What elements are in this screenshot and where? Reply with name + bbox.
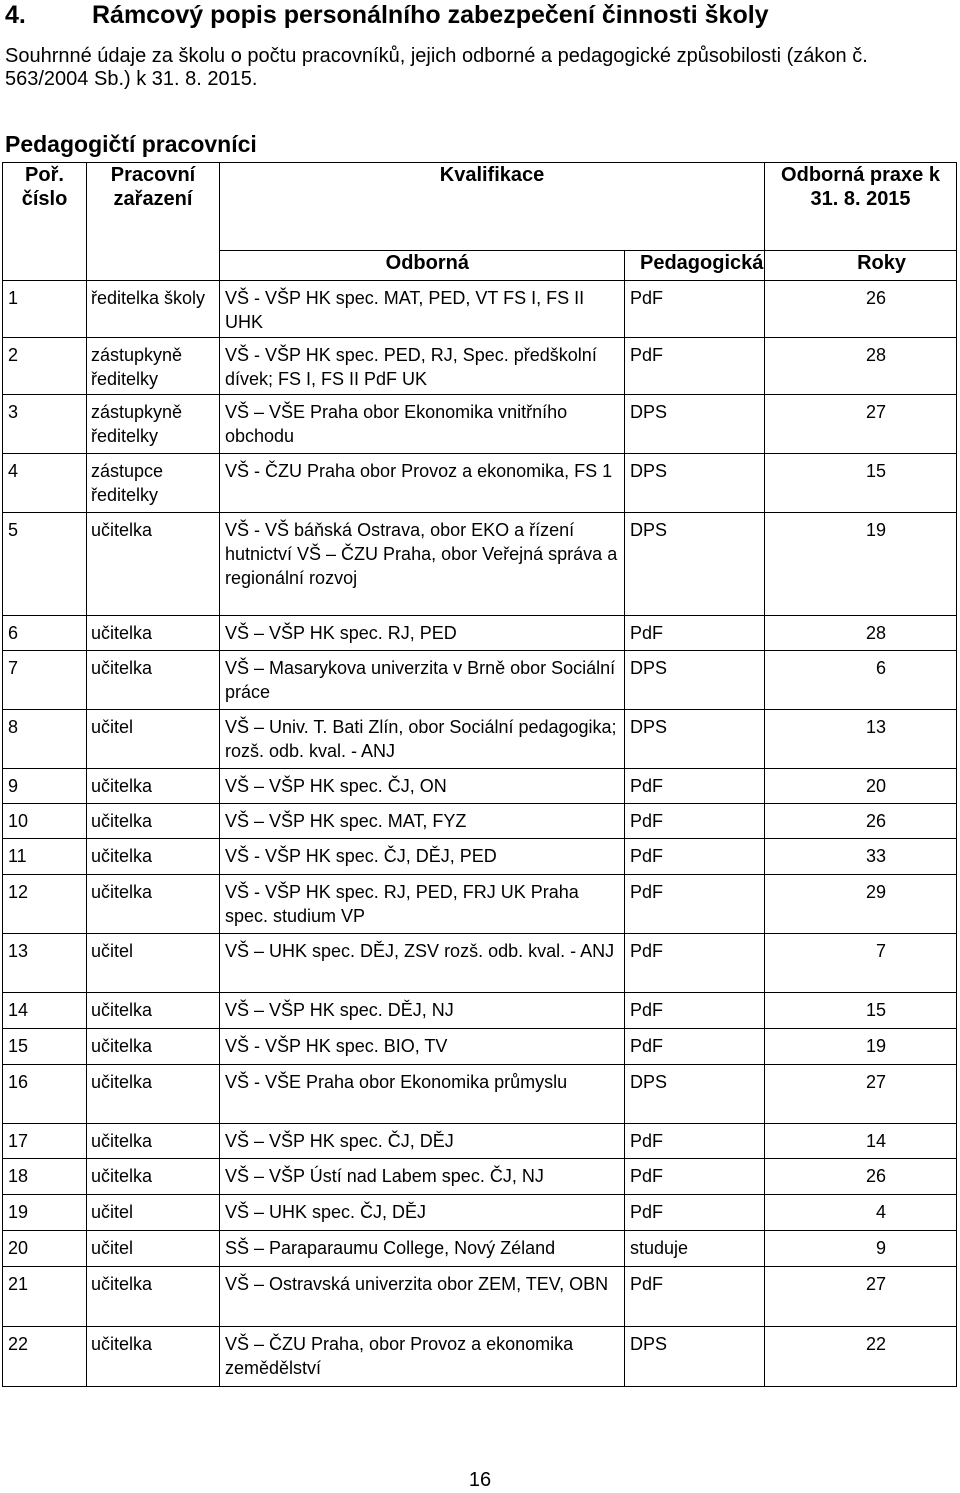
row-index: 6 bbox=[3, 616, 87, 651]
row-position: učitelka bbox=[87, 1065, 220, 1124]
row-pedagogical: studuje bbox=[625, 1231, 765, 1267]
row-pedagogical: PdF bbox=[625, 1267, 765, 1327]
row-years: 19 bbox=[765, 1029, 957, 1065]
header-pedagogical: Pedagogická bbox=[625, 251, 765, 281]
table-row bbox=[3, 395, 957, 454]
row-pedagogical: PdF bbox=[625, 281, 765, 338]
row-professional: VŠ – ČZU Praha, obor Provoz a ekonomika zemědělství bbox=[220, 1327, 625, 1387]
row-professional: VŠ – VŠP HK spec. ČJ, DĚJ bbox=[220, 1124, 625, 1159]
row-professional: VŠ - VŠP HK spec. BIO, TV bbox=[220, 1029, 625, 1065]
row-position: učitelka bbox=[87, 651, 220, 710]
table-row bbox=[3, 1124, 957, 1159]
table-row bbox=[3, 616, 957, 651]
row-pedagogical: PdF bbox=[625, 934, 765, 993]
section-number: 4. bbox=[5, 1, 26, 29]
table-row bbox=[3, 804, 957, 839]
row-years: 9 bbox=[765, 1231, 957, 1267]
row-pedagogical: PdF bbox=[625, 769, 765, 804]
table-row bbox=[3, 1267, 957, 1327]
intro-paragraph: Souhrnné údaje za školu o počtu pracovníků, jejich odborné a pedagogické způsobilosti (zákon č. 563/2004 Sb.) k 31. 8. 2015. bbox=[5, 45, 868, 90]
row-position: učitelka bbox=[87, 1029, 220, 1065]
table-row bbox=[3, 769, 957, 804]
subheading: Pedagogičtí pracovníci bbox=[5, 131, 257, 157]
table-row bbox=[3, 1327, 957, 1387]
row-index: 15 bbox=[3, 1029, 87, 1065]
row-years: 33 bbox=[765, 839, 957, 875]
table-row bbox=[3, 875, 957, 934]
table-row bbox=[3, 839, 957, 875]
row-position: učitel bbox=[87, 710, 220, 769]
row-position: učitelka bbox=[87, 993, 220, 1029]
table-row bbox=[3, 1065, 957, 1124]
row-pedagogical: DPS bbox=[625, 1065, 765, 1124]
row-years: 29 bbox=[765, 875, 957, 934]
row-position: učitelka bbox=[87, 1124, 220, 1159]
row-professional: SŠ – Paraparaumu College, Nový Zéland bbox=[220, 1231, 625, 1267]
row-professional: VŠ - VŠP HK spec. RJ, PED, FRJ UK Praha spec. studium VP bbox=[220, 875, 625, 934]
row-years: 20 bbox=[765, 769, 957, 804]
table-row bbox=[3, 454, 957, 513]
row-index: 17 bbox=[3, 1124, 87, 1159]
header-years: Roky bbox=[765, 251, 957, 281]
row-index: 1 bbox=[3, 281, 87, 338]
row-position: zástupce ředitelky bbox=[87, 454, 220, 513]
row-pedagogical: DPS bbox=[625, 710, 765, 769]
row-professional: VŠ – Ostravská univerzita obor ZEM, TEV, OBN bbox=[220, 1267, 625, 1327]
row-position: učitelka bbox=[87, 513, 220, 616]
row-years: 26 bbox=[765, 281, 957, 338]
row-index: 21 bbox=[3, 1267, 87, 1327]
table-row bbox=[3, 934, 957, 993]
row-index: 18 bbox=[3, 1159, 87, 1195]
row-pedagogical: PdF bbox=[625, 1195, 765, 1231]
row-professional: VŠ – VŠP HK spec. MAT, FYZ bbox=[220, 804, 625, 839]
row-years: 28 bbox=[765, 338, 957, 395]
row-index: 5 bbox=[3, 513, 87, 616]
staff-table bbox=[2, 162, 957, 1387]
row-years: 19 bbox=[765, 513, 957, 616]
row-index: 13 bbox=[3, 934, 87, 993]
row-professional: VŠ - VŠE Praha obor Ekonomika průmyslu bbox=[220, 1065, 625, 1124]
table-row bbox=[3, 993, 957, 1029]
page-number: 16 bbox=[468, 1469, 492, 1491]
table-row bbox=[3, 338, 957, 395]
row-pedagogical: DPS bbox=[625, 1327, 765, 1387]
header-qualification: Kvalifikace bbox=[220, 163, 765, 251]
row-years: 28 bbox=[765, 616, 957, 651]
row-pedagogical: PdF bbox=[625, 993, 765, 1029]
row-index: 3 bbox=[3, 395, 87, 454]
row-position: učitelka bbox=[87, 769, 220, 804]
row-pedagogical: PdF bbox=[625, 804, 765, 839]
row-years: 15 bbox=[765, 993, 957, 1029]
row-index: 22 bbox=[3, 1327, 87, 1387]
table-row bbox=[3, 1231, 957, 1267]
row-years: 13 bbox=[765, 710, 957, 769]
row-professional: VŠ – UHK spec. DĚJ, ZSV rozš. odb. kval. - ANJ bbox=[220, 934, 625, 993]
row-pedagogical: DPS bbox=[625, 513, 765, 616]
table-row bbox=[3, 1159, 957, 1195]
row-years: 4 bbox=[765, 1195, 957, 1231]
row-index: 2 bbox=[3, 338, 87, 395]
row-pedagogical: PdF bbox=[625, 338, 765, 395]
row-years: 22 bbox=[765, 1327, 957, 1387]
row-professional: VŠ - VŠP HK spec. PED, RJ, Spec. předškolní dívek; FS I, FS II PdF UK bbox=[220, 338, 625, 395]
row-position: učitelka bbox=[87, 1159, 220, 1195]
row-index: 19 bbox=[3, 1195, 87, 1231]
row-years: 27 bbox=[765, 1267, 957, 1327]
row-professional: VŠ – VŠP HK spec. ČJ, ON bbox=[220, 769, 625, 804]
row-years: 6 bbox=[765, 651, 957, 710]
row-pedagogical: PdF bbox=[625, 839, 765, 875]
row-professional: VŠ – VŠP HK spec. RJ, PED bbox=[220, 616, 625, 651]
row-position: učitelka bbox=[87, 1267, 220, 1327]
row-professional: VŠ - ČZU Praha obor Provoz a ekonomika, FS 1 bbox=[220, 454, 625, 513]
table-row bbox=[3, 710, 957, 769]
row-pedagogical: DPS bbox=[625, 454, 765, 513]
row-pedagogical: DPS bbox=[625, 395, 765, 454]
row-years: 26 bbox=[765, 804, 957, 839]
row-professional: VŠ – VŠP HK spec. DĚJ, NJ bbox=[220, 993, 625, 1029]
row-years: 26 bbox=[765, 1159, 957, 1195]
table-row bbox=[3, 1195, 957, 1231]
section-title: Rámcový popis personálního zabezpečení činnosti školy bbox=[92, 1, 769, 29]
row-pedagogical: PdF bbox=[625, 875, 765, 934]
row-index: 12 bbox=[3, 875, 87, 934]
header-practice: Odborná praxe k 31. 8. 2015 bbox=[765, 163, 957, 251]
row-professional: VŠ - VŠP HK spec. ČJ, DĚJ, PED bbox=[220, 839, 625, 875]
row-pedagogical: PdF bbox=[625, 1124, 765, 1159]
row-index: 7 bbox=[3, 651, 87, 710]
table-row bbox=[3, 1029, 957, 1065]
row-years: 27 bbox=[765, 1065, 957, 1124]
row-pedagogical: PdF bbox=[625, 1159, 765, 1195]
section-heading bbox=[5, 0, 769, 30]
row-years: 14 bbox=[765, 1124, 957, 1159]
row-years: 15 bbox=[765, 454, 957, 513]
row-position: učitelka bbox=[87, 875, 220, 934]
row-index: 9 bbox=[3, 769, 87, 804]
table-row bbox=[3, 513, 957, 616]
row-position: učitelka bbox=[87, 839, 220, 875]
row-professional: VŠ – Univ. T. Bati Zlín, obor Sociální pedagogika; rozš. odb. kval. - ANJ bbox=[220, 710, 625, 769]
row-index: 8 bbox=[3, 710, 87, 769]
row-position: učitelka bbox=[87, 804, 220, 839]
row-pedagogical: DPS bbox=[625, 651, 765, 710]
table-row bbox=[3, 651, 957, 710]
table-row bbox=[3, 281, 957, 338]
row-position: učitel bbox=[87, 1231, 220, 1267]
row-index: 20 bbox=[3, 1231, 87, 1267]
row-index: 16 bbox=[3, 1065, 87, 1124]
row-years: 27 bbox=[765, 395, 957, 454]
row-position: učitelka bbox=[87, 616, 220, 651]
row-years: 7 bbox=[765, 934, 957, 993]
row-position: zástupkyně ředitelky bbox=[87, 395, 220, 454]
row-professional: VŠ – VŠP Ústí nad Labem spec. ČJ, NJ bbox=[220, 1159, 625, 1195]
row-position: zástupkyně ředitelky bbox=[87, 338, 220, 395]
row-professional: VŠ - VŠ báňská Ostrava, obor EKO a řízení hutnictví VŠ – ČZU Praha, obor Veřejná správa a regionální rozvoj bbox=[220, 513, 625, 616]
row-professional: VŠ - VŠP HK spec. MAT, PED, VT FS I, FS II UHK bbox=[220, 281, 625, 338]
row-position: ředitelka školy bbox=[87, 281, 220, 338]
row-index: 11 bbox=[3, 839, 87, 875]
row-index: 14 bbox=[3, 993, 87, 1029]
staff-table-body bbox=[3, 281, 957, 1387]
row-pedagogical: PdF bbox=[625, 616, 765, 651]
row-professional: VŠ – Masarykova univerzita v Brně obor Sociální práce bbox=[220, 651, 625, 710]
row-index: 4 bbox=[3, 454, 87, 513]
row-pedagogical: PdF bbox=[625, 1029, 765, 1065]
header-professional: Odborná bbox=[220, 251, 625, 281]
row-professional: VŠ – VŠE Praha obor Ekonomika vnitřního obchodu bbox=[220, 395, 625, 454]
header-position: Pracovní zařazení bbox=[87, 163, 220, 281]
header-index: Poř. číslo bbox=[3, 163, 87, 281]
row-position: učitel bbox=[87, 1195, 220, 1231]
row-position: učitelka bbox=[87, 1327, 220, 1387]
row-professional: VŠ – UHK spec. ČJ, DĚJ bbox=[220, 1195, 625, 1231]
row-position: učitel bbox=[87, 934, 220, 993]
row-index: 10 bbox=[3, 804, 87, 839]
